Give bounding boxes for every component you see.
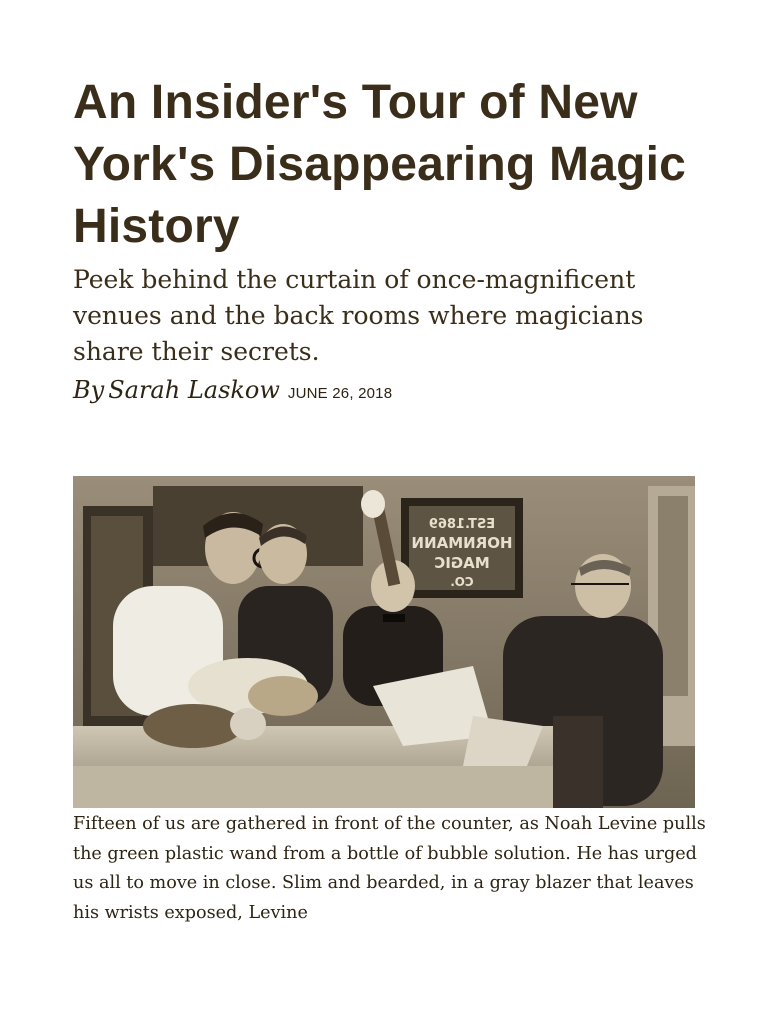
- sign-line-4: CO.: [450, 575, 474, 589]
- sign-line-1: EST.1869: [428, 517, 496, 532]
- article-photo: [73, 476, 695, 808]
- byline-prefix: By: [73, 376, 105, 404]
- article-header: [73, 72, 695, 412]
- sign-line-2: HORNMANN: [411, 534, 513, 552]
- article-title: An Insider's Tour of New York's Disappearing Magic History: [73, 76, 687, 253]
- byline: [73, 372, 695, 412]
- article-subtitle: Peek behind the curtain of once-magnificent venues and the back rooms where magicians share their secrets.: [73, 265, 644, 366]
- sign-line-3: MAGIC: [434, 554, 490, 572]
- publish-date: JUNE 26, 2018: [287, 385, 393, 402]
- author-link[interactable]: Sarah Laskow: [108, 376, 280, 404]
- article-body: Fifteen of us are gathered in front of the counter, as Noah Levine pulls the green plastic wand from a bottle of bubble solution. He has urged us all to move in close. Slim and bearded, in a gray blazer that leaves his wrists exposed, Levine: [73, 814, 706, 923]
